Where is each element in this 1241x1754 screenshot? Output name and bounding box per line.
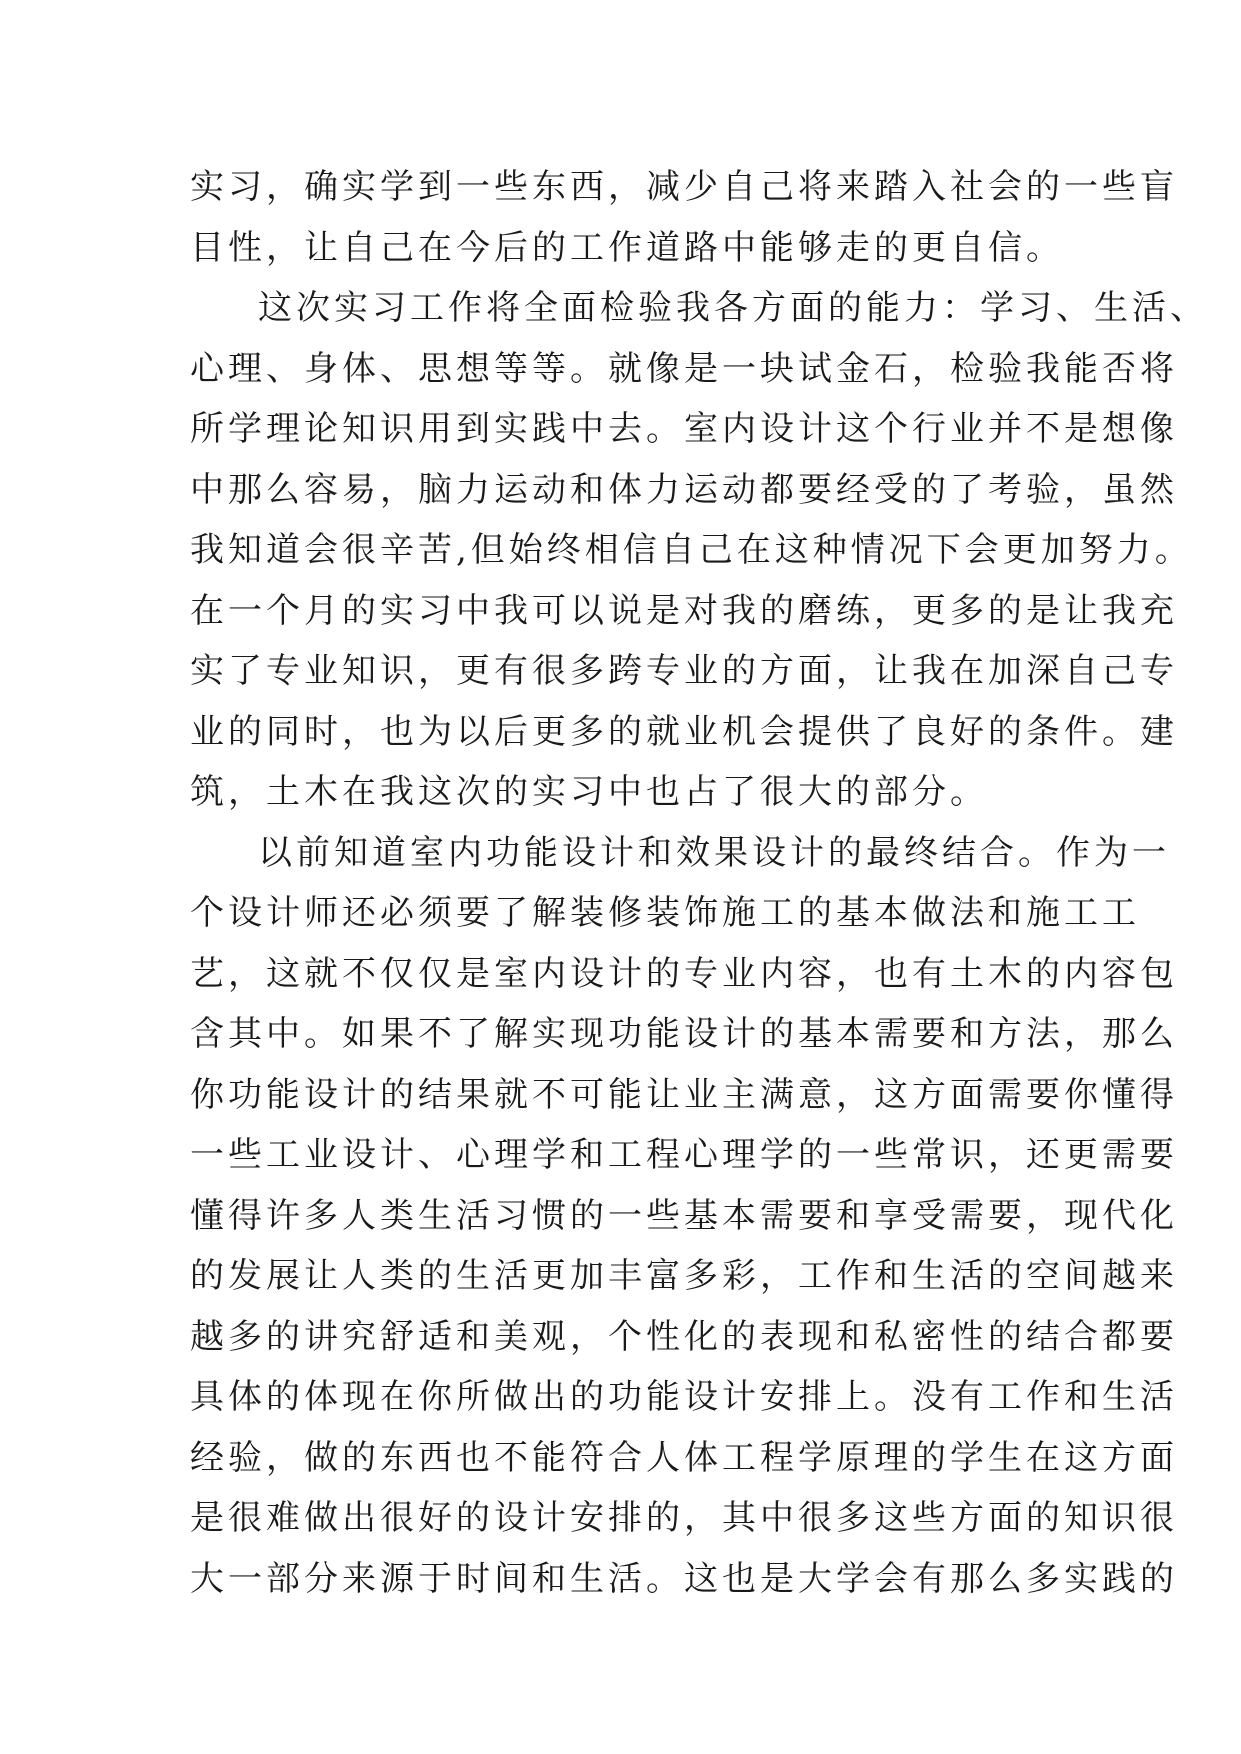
text-line: 你功能设计的结果就不可能让业主满意，这方面需要你懂得	[190, 1074, 1178, 1115]
text-line: 实了专业知识，更有很多跨专业的方面，让我在加深自己专	[190, 651, 1178, 691]
text-line: 是很难做出很好的设计安排的，其中很多这些方面的知识很	[190, 1498, 1178, 1538]
text-line: 经验，做的东西也不能符合人体工程学原理的学生在这方面	[190, 1437, 1178, 1478]
text-line: 在一个月的实习中我可以说是对我的磨练，更多的是让我充	[190, 590, 1178, 631]
text-line: 我知道会很辛苦,但始终相信自己在这种情况下会更加努力。	[190, 530, 1193, 570]
text-line: 越多的讲究舒适和美观，个性化的表现和私密性的结合都要	[190, 1316, 1178, 1357]
text-line: 实习，确实学到一些东西，减少自己将来踏入社会的一些盲	[190, 167, 1178, 207]
body-text	[190, 157, 1208, 1609]
text-line: 艺，这就不仅仅是室内设计的专业内容，也有土木的内容包	[190, 953, 1178, 994]
text-line: 大一部分来源于时间和生活。这也是大学会有那么多实践的	[190, 1558, 1178, 1599]
paragraph-first-line: 这次实习工作将全面检验我各方面的能力：学习、生活、	[258, 288, 1208, 328]
text-line: 目性，让自己在今后的工作道路中能够走的更自信。	[190, 227, 1064, 268]
text-line: 个设计师还必须要了解装修装饰施工的基本做法和施工工	[190, 893, 1140, 933]
text-line: 含其中。如果不了解实现功能设计的基本需要和方法，那么	[190, 1014, 1178, 1054]
text-line: 懂得许多人类生活习惯的一些基本需要和享受需要，现代化	[190, 1195, 1178, 1236]
text-line: 业的同时，也为以后更多的就业机会提供了良好的条件。建	[190, 711, 1178, 752]
text-line: 筑，土木在我这次的实习中也占了很大的部分。	[190, 772, 988, 812]
text-line: 的发展让人类的生活更加丰富多彩，工作和生活的空间越来	[190, 1256, 1178, 1296]
text-line: 中那么容易，脑力运动和体力运动都要经受的了考验，虽然	[190, 469, 1178, 510]
text-line: 一些工业设计、心理学和工程心理学的一些常识，还更需要	[190, 1135, 1178, 1175]
text-line: 心理、身体、思想等等。就像是一块试金石，检验我能否将	[190, 348, 1178, 389]
paragraph-first-line: 以前知道室内功能设计和效果设计的最终结合。作为一	[258, 832, 1170, 873]
text-line: 所学理论知识用到实践中去。室内设计这个行业并不是想像	[190, 409, 1178, 449]
text-line: 具体的体现在你所做出的功能设计安排上。没有工作和生活	[190, 1377, 1178, 1417]
